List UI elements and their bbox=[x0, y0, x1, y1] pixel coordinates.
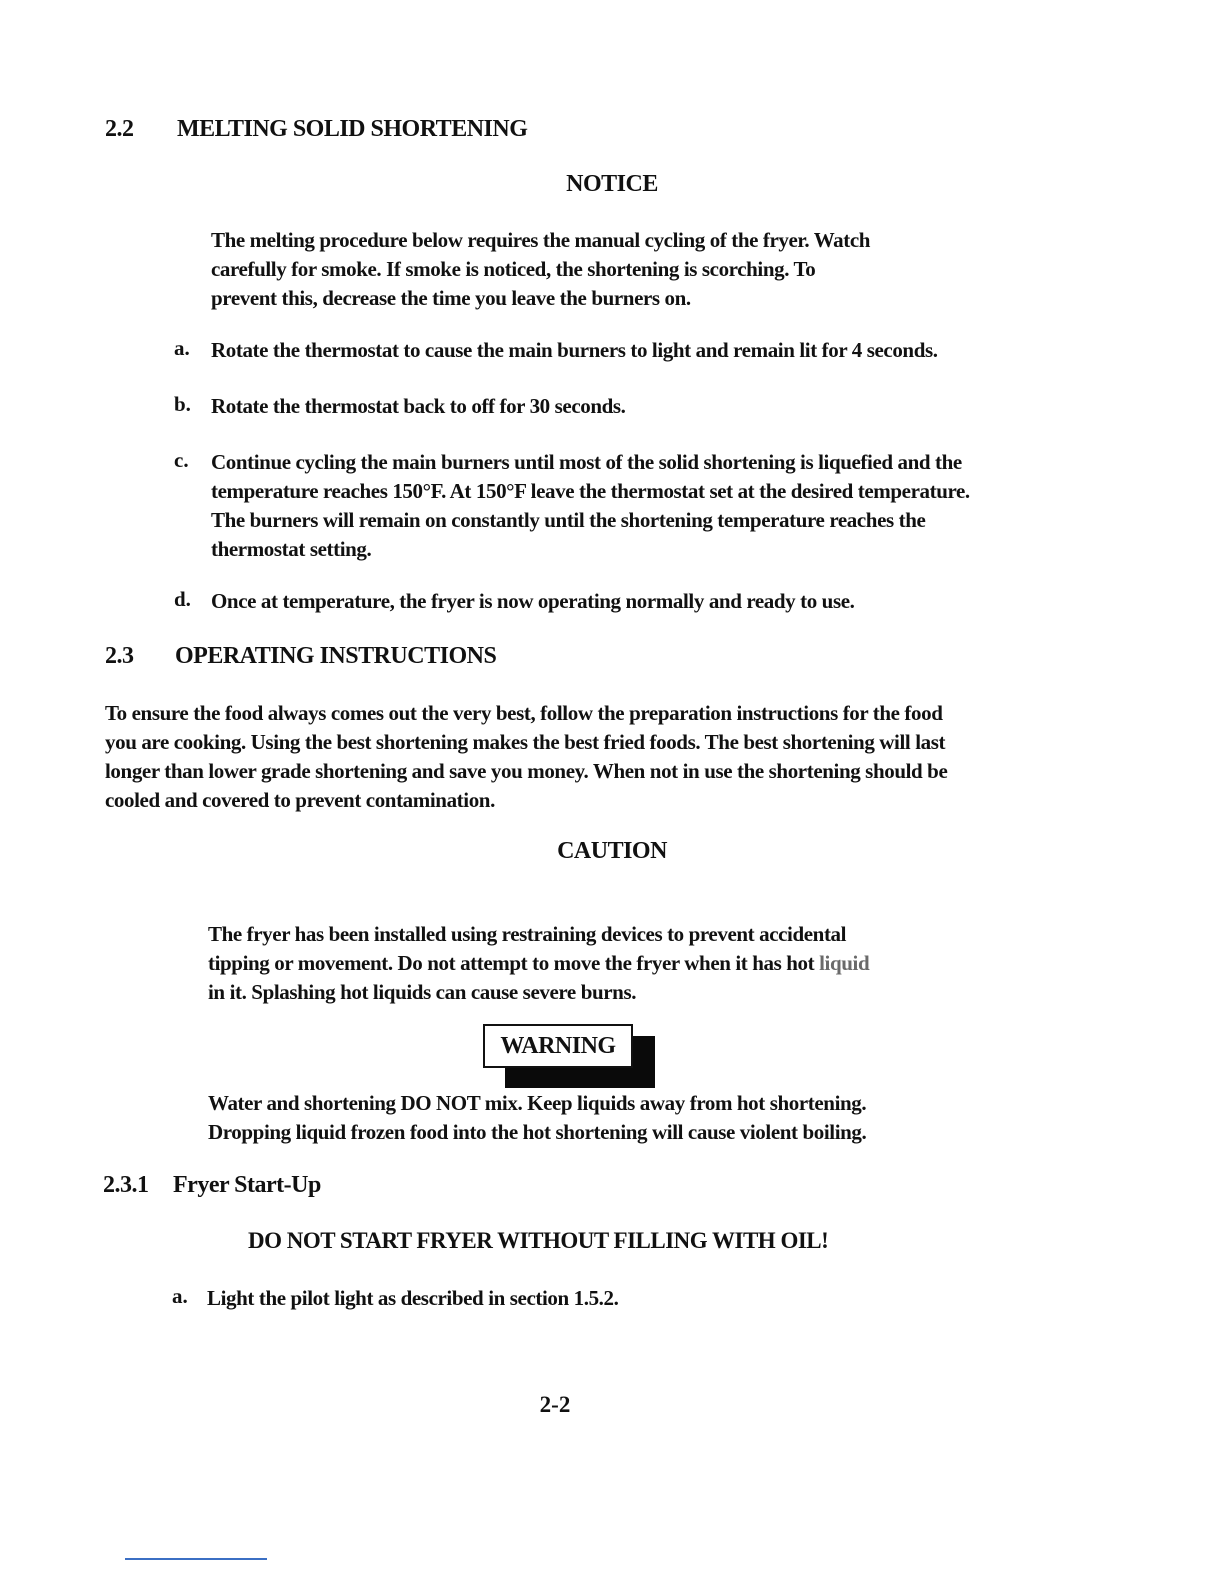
notice-line: carefully for smoke. If smoke is noticed, the shortening is scorching. To bbox=[211, 257, 816, 281]
section-number: 2.3.1 bbox=[103, 1172, 149, 1198]
operating-intro bbox=[105, 699, 1025, 815]
intro-line: cooled and covered to prevent contamination. bbox=[105, 788, 495, 812]
section-title: OPERATING INSTRUCTIONS bbox=[175, 643, 497, 669]
step-label: c. bbox=[174, 448, 189, 472]
notice-body bbox=[211, 226, 931, 313]
warning-label: WARNING bbox=[483, 1024, 633, 1068]
section-2-3-heading bbox=[105, 643, 805, 673]
step-line: thermostat setting. bbox=[211, 537, 372, 561]
warning-line: Water and shortening DO NOT mix. Keep liquids away from hot shortening. bbox=[208, 1091, 867, 1115]
caution-line-main: tipping or movement. Do not attempt to move the fryer when it has hot bbox=[208, 951, 820, 975]
step-line: temperature reaches 150°F. At 150°F leave the thermostat set at the desired temperature. bbox=[211, 479, 970, 503]
footnote-rule bbox=[125, 1558, 267, 1560]
step-text bbox=[211, 392, 1011, 421]
notice-line: prevent this, decrease the time you leave the burners on. bbox=[211, 286, 691, 310]
startup-alert: DO NOT START FRYER WITHOUT FILLING WITH OIL! bbox=[248, 1228, 829, 1253]
step-label: b. bbox=[174, 392, 191, 416]
section-title: MELTING SOLID SHORTENING bbox=[177, 116, 528, 142]
caution-line: The fryer has been installed using restraining devices to prevent accidental bbox=[208, 922, 847, 946]
notice-title: NOTICE bbox=[566, 171, 658, 197]
step-text bbox=[211, 336, 1011, 365]
warning-line: Dropping liquid frozen food into the hot shortening will cause violent boiling. bbox=[208, 1120, 867, 1144]
caution-line: in it. Splashing hot liquids can cause severe burns. bbox=[208, 980, 637, 1004]
step-line: Once at temperature, the fryer is now operating normally and ready to use. bbox=[211, 589, 855, 613]
notice-line: The melting procedure below requires the manual cycling of the fryer. Watch bbox=[211, 228, 871, 252]
section-2-3-1-heading bbox=[103, 1172, 803, 1202]
intro-line: longer than lower grade shortening and save you money. When not in use the shortening should be bbox=[105, 759, 948, 783]
section-2-2-heading bbox=[105, 116, 805, 146]
section-number: 2.3 bbox=[105, 643, 134, 669]
step-label: d. bbox=[174, 587, 191, 611]
page-number: 2-2 bbox=[539, 1392, 571, 1417]
warning-body bbox=[208, 1089, 928, 1147]
step-line: Rotate the thermostat to cause the main burners to light and remain lit for 4 seconds. bbox=[211, 338, 938, 362]
caution-line bbox=[208, 949, 928, 978]
intro-line: To ensure the food always comes out the very best, follow the preparation instructions for the food bbox=[105, 701, 943, 725]
step-label: a. bbox=[174, 336, 190, 360]
section-title: Fryer Start-Up bbox=[173, 1172, 321, 1198]
section-number: 2.2 bbox=[105, 116, 134, 142]
caution-line-faded: liquid bbox=[819, 951, 870, 975]
intro-line: you are cooking. Using the best shortening makes the best fried foods. The best shortening will last bbox=[105, 730, 946, 754]
step-text: Light the pilot light as described in section 1.5.2. bbox=[207, 1286, 619, 1310]
step-line: Continue cycling the main burners until most of the solid shortening is liquefied and the bbox=[211, 450, 962, 474]
step-label: a. bbox=[172, 1284, 188, 1308]
warning-shadow bbox=[505, 1066, 655, 1088]
step-line: Rotate the thermostat back to off for 30 seconds. bbox=[211, 394, 626, 418]
caution-title: CAUTION bbox=[557, 838, 667, 864]
step-text bbox=[211, 448, 1011, 564]
step-line: The burners will remain on constantly until the shortening temperature reaches the bbox=[211, 508, 926, 532]
step-text bbox=[211, 587, 1011, 616]
caution-body bbox=[208, 920, 928, 1007]
